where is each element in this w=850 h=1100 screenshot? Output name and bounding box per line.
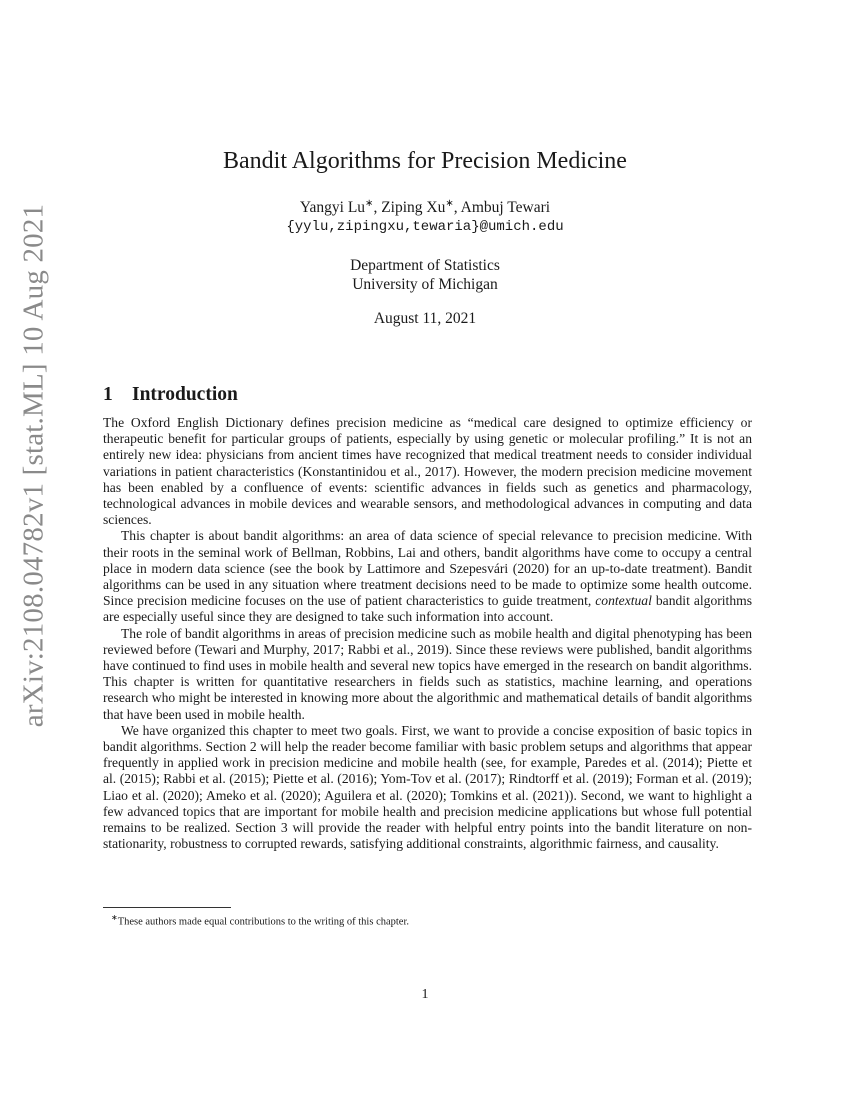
- author-name: Yangyi Lu: [299, 199, 366, 217]
- equal-contribution-mark: ∗: [365, 198, 374, 209]
- footnote: [103, 911, 760, 929]
- footnote-mark: ∗: [111, 913, 118, 922]
- author-separator: ,: [453, 199, 461, 217]
- paper-title: Bandit Algorithms for Precision Medicine: [223, 148, 627, 174]
- introduction-body: [103, 415, 752, 852]
- page-number: 1: [421, 987, 429, 1002]
- paragraph: [103, 528, 752, 625]
- footnote-divider: [103, 907, 231, 908]
- emphasized-term: contextual: [595, 593, 652, 609]
- section-heading: [103, 384, 238, 406]
- author-name: Ziping Xu: [381, 199, 446, 217]
- author-separator: ,: [373, 199, 382, 217]
- author-list: [0, 198, 850, 217]
- footnote-text: These authors made equal contributions to the writing of this chapter.: [117, 916, 410, 928]
- arxiv-identifier-text: arXiv:2108.04782v1 [stat.ML] 10 Aug 2021: [17, 203, 50, 727]
- section-title: Introduction: [132, 384, 238, 405]
- paragraph-text: bandit algorithms are especially useful since they are designed to take such information into account.: [103, 593, 752, 625]
- paragraph: The role of bandit algorithms in areas of precision medicine such as mobile health and digital phenotyping has been reviewed before (Tewari and Murphy, 2017; Rabbi et al., 2019). Since these reviews were published, bandit algorithms have continued to find uses in mobile health and several new topics have emerged in the research on bandit algorithms. This chapter is written for quantitative researchers in fields such as statistics, machine learning, and operations research who might be interested in knowing more about the algorithmic and mathematical details of bandit algorithms that have been used in mobile health.: [103, 625, 752, 722]
- paragraph: We have organized this chapter to meet two goals. First, we want to provide a concise exposition of basic topics in bandit algorithms. Section 2 will help the reader become familiar with basic problem setups and algorithms that appear frequently in applied work in precision medicine and mobile health (see, for example, Paredes et al. (2014); Piette et al. (2015); Rabbi et al. (2015); Piette et al. (2016); Yom-Tov et al. (2017); Rindtorff et al. (2019); Forman et al. (2019); Liao et al. (2020); Ameko et al. (2020); Aguilera et al. (2020); Tomkins et al. (2021)). Second, we want to highlight a few advanced topics that are important for mobile health and precision medicine applications but whose full potential remains to be realized. Section 3 will provide the reader with helpful entry points into the bandit literature on non-stationarity, robustness to corrupted rewards, satisfying additional constraints, algorithmic fairness, and causality.: [103, 722, 752, 852]
- affiliation: [0, 256, 850, 294]
- author-name: Ambuj Tewari: [460, 199, 551, 217]
- author-emails: {yylu,zipingxu,tewaria}@umich.edu: [286, 219, 564, 235]
- paragraph: The Oxford English Dictionary defines precision medicine as “medical care designed to optimize efficiency or therapeutic benefit for particular groups of patients, especially by using genetic or molecular profiling.” It is not an entirely new idea: physicians from ancient times have recognized that medical treatment needs to consider individual variations in patient characteristics (Konstantinidou et al., 2017). However, the modern precision medicine movement has been enabled by a confluence of events: scientific advances in fields such as genetics and pharmacology, technological advances in mobile devices and wearable sensors, and methodological advances in computing and data sciences.: [103, 415, 752, 528]
- equal-contribution-mark: ∗: [445, 198, 454, 209]
- paper-date: August 11, 2021: [373, 310, 477, 327]
- department-name: Department of Statistics: [350, 257, 500, 274]
- university-name: University of Michigan: [352, 276, 498, 293]
- section-number: 1: [103, 384, 113, 405]
- paragraph-text: This chapter is about bandit algorithms: an area of data science of special relevance to precision medicine. With their roots in the seminal work of Bellman, Robbins, Lai and others, bandit algorithms have come to occupy a central place in modern data science (see the book by Lattimore and Szepesvári (2020) for an up-to-date treatment). Bandit algorithms can be used in any situation where treatment decisions need to be made to optimize some health outcome. Since precision medicine focuses on the use of patient characteristics to guide treatment,: [103, 528, 752, 609]
